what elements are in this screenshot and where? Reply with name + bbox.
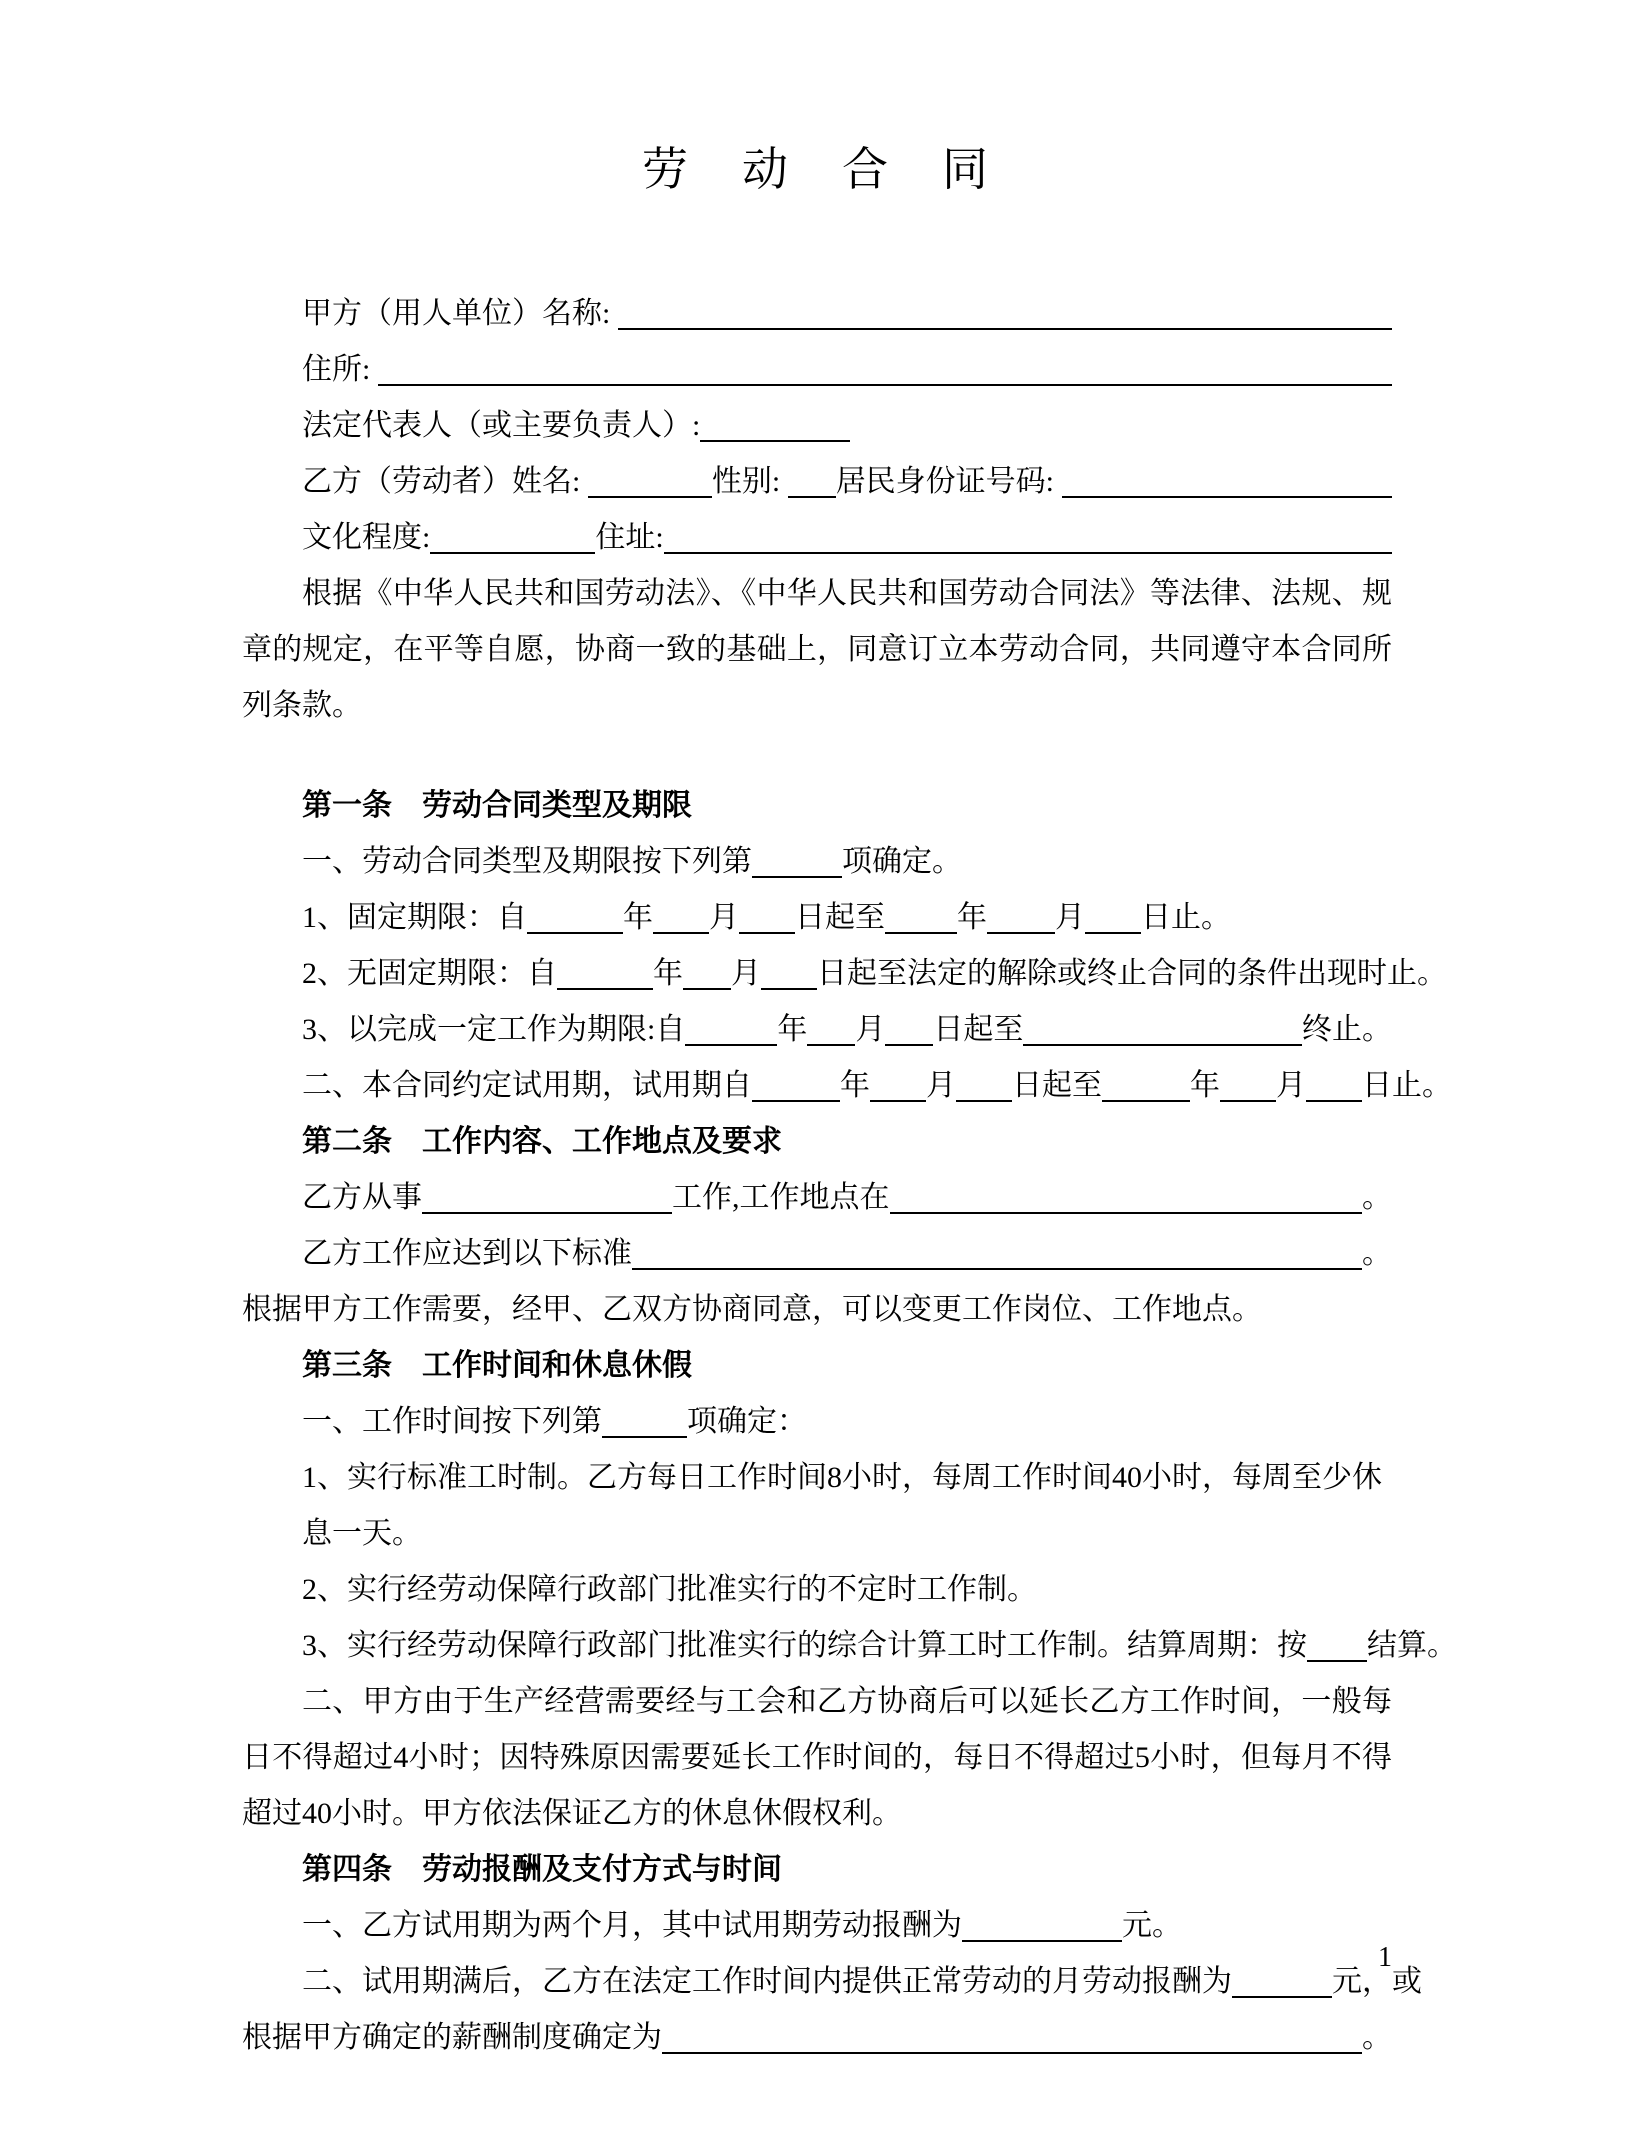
probation-text: 二、本合同约定试用期，试用期自 (302, 1069, 752, 1102)
overtime-paragraph: 二、甲方由于生产经营需要经与工会和乙方协商后可以延长乙方工作时间，一般每日不得超过4小时；因特殊原因需要延长工作时间的，每日不得超过5小时，但每月不得超过40小时。甲方依法保证乙方的休息休假权利。 (242, 1685, 1392, 1830)
fixed-term-text: 1、固定期限：自 (302, 901, 527, 934)
until-label: 日止。 (1141, 901, 1231, 934)
standard-hours-line: 1、实行标准工时制。乙方每日工作时间8小时，每周工作时间40小时，每周至少休息一天。 (302, 1461, 1382, 1550)
month2-label: 月 (1055, 901, 1085, 934)
probation-period-line (242, 1058, 1452, 1114)
year1-label: 年 (623, 901, 653, 934)
task-term-day-blank (885, 1044, 933, 1046)
intro-paragraph: 根据《中华人民共和国劳动法》、《中华人民共和国劳动合同法》等法律、法规、规章的规定，在平等自愿，协商一致的基础上，同意订立本劳动合同，共同遵守本合同所列条款。 (242, 577, 1392, 722)
probation-pay-text: 一、乙方试用期为两个月，其中试用期劳动报酬为 (302, 1909, 962, 1942)
residence-blank (664, 552, 1392, 554)
probation-month2-blank (1220, 1100, 1276, 1102)
open-term-suffix: 日起至法定的解除或终止合同的条件出现时止。 (817, 957, 1447, 990)
job-title-blank (422, 1212, 672, 1214)
comprehensive-hours-line (242, 1618, 1457, 1674)
regular-pay-blank (1232, 1996, 1332, 1998)
job-change-line: 根据甲方工作需要，经甲、乙双方协商同意，可以变更工作岗位、工作地点。 (242, 1293, 1262, 1326)
fixed-term-year2-blank (885, 932, 957, 934)
probation-day1-blank (956, 1100, 1012, 1102)
job-content-line (242, 1170, 1392, 1226)
from-to-label: 日起至 (795, 901, 885, 934)
open-term-line (242, 946, 1447, 1002)
probation-year1-label: 年 (840, 1069, 870, 1102)
work-standard-period: 。 (1362, 1237, 1392, 1270)
task-term-month-label: 月 (855, 1013, 886, 1046)
open-term-year-blank (557, 988, 653, 990)
legal-rep-line (242, 398, 1392, 454)
legal-rep-label: 法定代表人（或主要负责人）: (302, 409, 701, 442)
employer-name-blank (618, 328, 1392, 330)
contract-type-line (242, 834, 1392, 890)
article1-heading: 第一条 劳动合同类型及期限 (302, 789, 692, 822)
task-term-year-blank (685, 1044, 777, 1046)
regular-pay-line (242, 1954, 1422, 2010)
party-info-section (242, 286, 1392, 566)
probation-month1-blank (870, 1100, 926, 1102)
article4-heading: 第四条 劳动报酬及支付方式与时间 (302, 1853, 782, 1886)
probation-from-label: 日起至 (1012, 1069, 1102, 1102)
hours-select-text: 一、工作时间按下列第 (302, 1405, 602, 1438)
job-line-period: 。 (1362, 1181, 1392, 1214)
flexible-hours-line: 2、实行经劳动保障行政部门批准实行的不定时工作制。 (302, 1573, 1037, 1606)
hours-select-suffix: 项确定： (687, 1405, 807, 1438)
comprehensive-hours-suffix: 结算。 (1367, 1629, 1457, 1662)
settlement-period-blank (1307, 1660, 1367, 1662)
gender-label: 性别: (711, 465, 788, 498)
probation-pay-blank (962, 1940, 1122, 1942)
contract-type-text: 一、劳动合同类型及期限按下列第 (302, 845, 752, 878)
id-number-label: 居民身份证号码: (835, 465, 1062, 498)
salary-system-period: 。 (1362, 2021, 1392, 2054)
task-term-text: 3、以完成一定工作为期限:自 (302, 1013, 686, 1046)
education-label: 文化程度: (302, 521, 431, 554)
employee-name-blank (588, 496, 712, 498)
probation-suffix: 日止。 (1362, 1069, 1452, 1102)
month1-label: 月 (709, 901, 739, 934)
probation-pay-line (242, 1898, 1392, 1954)
work-standard-blank (632, 1268, 1362, 1270)
residence-label: 住址: (595, 521, 664, 554)
fixed-term-line (242, 890, 1392, 946)
probation-year1-blank (752, 1100, 840, 1102)
job-location-blank (890, 1212, 1363, 1214)
fixed-term-month1-blank (653, 932, 709, 934)
open-term-month-blank (683, 988, 731, 990)
employee-name-label: 乙方（劳动者）姓名: (302, 465, 588, 498)
employer-name-line (242, 286, 1392, 342)
education-blank (430, 552, 595, 554)
gender-blank (788, 496, 836, 498)
probation-month1-label: 月 (926, 1069, 956, 1102)
document-title: 劳 动 合 同 (642, 144, 992, 195)
hours-select-blank (602, 1436, 687, 1438)
employer-name-label: 甲方（用人单位）名称: (302, 297, 618, 330)
probation-year2-blank (1102, 1100, 1190, 1102)
contract-type-blank (752, 876, 842, 878)
open-term-day-blank (761, 988, 817, 990)
open-term-text: 2、无固定期限：自 (302, 957, 557, 990)
regular-pay-text: 二、试用期满后，乙方在法定工作时间内提供正常劳动的月劳动报酬为 (302, 1965, 1232, 1998)
article3-heading: 第三条 工作时间和休息休假 (302, 1349, 692, 1382)
task-term-end-blank (1023, 1044, 1302, 1046)
comprehensive-hours-text: 3、实行经劳动保障行政部门批准实行的综合计算工时工作制。结算周期：按 (302, 1629, 1307, 1662)
probation-month2-label: 月 (1276, 1069, 1306, 1102)
job-prefix: 乙方从事 (302, 1181, 422, 1214)
task-term-from-label: 日起至 (933, 1013, 1024, 1046)
education-residence-line (242, 510, 1392, 566)
contract-type-suffix: 项确定。 (842, 845, 962, 878)
article2-heading: 第二条 工作内容、工作地点及要求 (302, 1125, 782, 1158)
employer-address-blank (378, 384, 1392, 386)
year2-label: 年 (957, 901, 987, 934)
task-term-year-label: 年 (777, 1013, 808, 1046)
working-hours-select-line (242, 1394, 1392, 1450)
open-term-year-label: 年 (653, 957, 683, 990)
probation-year2-label: 年 (1190, 1069, 1220, 1102)
id-number-blank (1062, 496, 1392, 498)
probation-pay-suffix: 元。 (1122, 1909, 1182, 1942)
work-standard-line (242, 1226, 1392, 1282)
fixed-term-month2-blank (987, 932, 1055, 934)
employer-address-line (242, 342, 1392, 398)
employee-info-line (242, 454, 1392, 510)
legal-rep-blank (700, 440, 850, 442)
job-location-label: 工作,工作地点在 (672, 1181, 890, 1214)
salary-system-blank (662, 2052, 1362, 2054)
open-term-month-label: 月 (731, 957, 761, 990)
salary-system-text: 根据甲方确定的薪酬制度确定为 (242, 2021, 662, 2054)
fixed-term-day2-blank (1085, 932, 1141, 934)
employer-address-label: 住所: (302, 353, 378, 386)
task-term-suffix: 终止。 (1302, 1013, 1392, 1046)
salary-system-line (242, 2010, 1392, 2066)
fixed-term-year1-blank (527, 932, 623, 934)
probation-day2-blank (1306, 1100, 1362, 1102)
fixed-term-day1-blank (739, 932, 795, 934)
task-term-month-blank (807, 1044, 855, 1046)
task-term-line (242, 1002, 1392, 1058)
work-standard-label: 乙方工作应达到以下标准 (302, 1237, 632, 1270)
page-number: 1 (1378, 1942, 1392, 1973)
regular-pay-suffix: 元，或 (1332, 1965, 1422, 1998)
